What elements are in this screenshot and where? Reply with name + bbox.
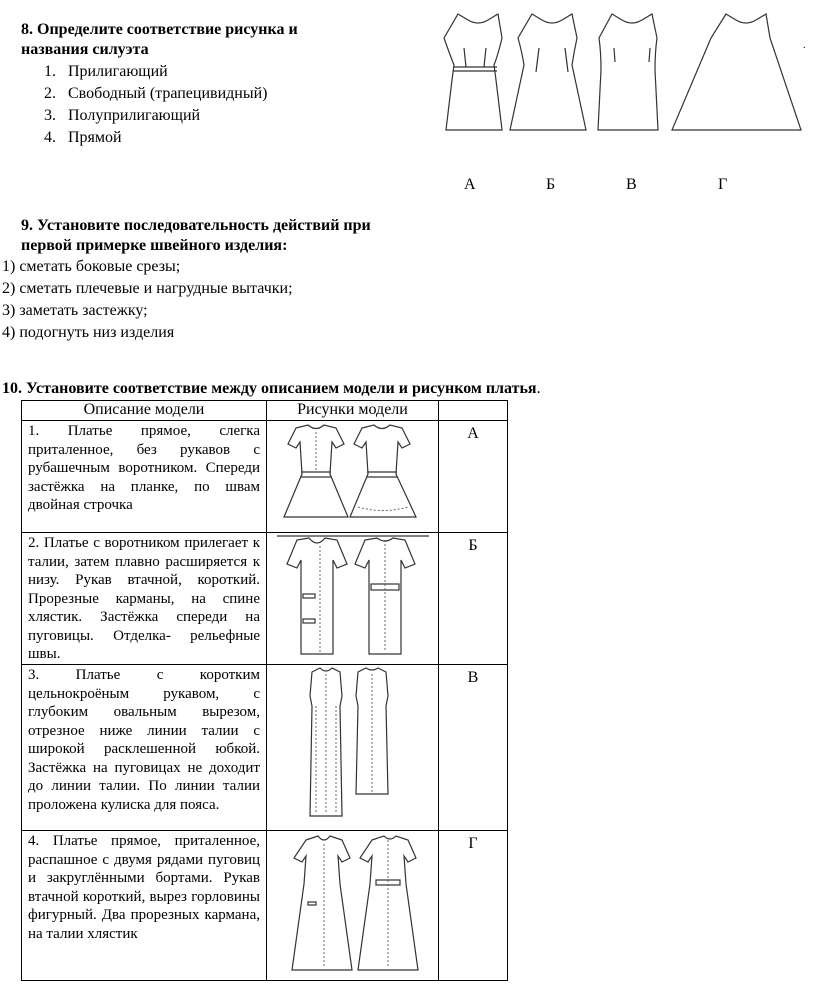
figure-letter-v: В xyxy=(626,176,637,193)
header-letter xyxy=(439,401,508,421)
q9-steps xyxy=(2,256,293,344)
dot-mark: . xyxy=(803,40,806,51)
table-row xyxy=(22,831,508,981)
table-row xyxy=(22,533,508,665)
model-picture-cell xyxy=(267,533,439,665)
table-row xyxy=(22,665,508,831)
q8-options xyxy=(44,61,267,149)
model-description: 4. Платье прямое, приталенное, распашное с двумя рядами пуговиц и закруглёнными бортами. Рукав втачной короткий, вырез горловины фигурный. Два прорезных кармана, на талии хлястик xyxy=(22,831,267,981)
silhouette-g-figure xyxy=(672,14,801,130)
q8-option: 2. Свободный (трапецивидный) xyxy=(44,85,268,102)
silhouette-b-figure xyxy=(510,14,586,130)
model-picture-cell xyxy=(267,421,439,533)
model-description: 1. Платье прямое, слегка приталенное, без рукавов с рубашечным воротником. Спереди застёжка на планке, по швам двойная строчка xyxy=(22,421,267,533)
silhouette-a-figure xyxy=(444,14,502,130)
q8-option: 1. Прилигающий xyxy=(44,63,168,80)
q8-title-line1: 8. Определите соответствие рисунка и xyxy=(21,21,298,38)
figure-letter-g: Г xyxy=(718,176,728,193)
q9-title-line2: первой примерке швейного изделия: xyxy=(21,237,288,254)
model-description: 3. Платье с коротким цельнокроёным рукавом, с глубоким овальным вырезом, отрезное ниже линии талии с широкой расклешенной юбкой. Застёжка на пуговицах не доходит до линии талии. По линии талии проложена кулиска для пояса. xyxy=(22,665,267,831)
q9-step: 1) сметать боковые срезы; xyxy=(2,258,181,275)
silhouette-v-figure xyxy=(598,14,658,130)
header-description: Описание модели xyxy=(22,401,267,421)
dress-drawing-b xyxy=(273,534,433,662)
dress-drawing-v xyxy=(298,666,408,826)
model-letter: Г xyxy=(439,831,508,981)
model-picture-cell xyxy=(267,665,439,831)
q9-step: 2) сметать плечевые и нагрудные вытачки; xyxy=(2,280,293,297)
q10-title-text: 10. Установите соответствие между описанием модели и рисунком платья xyxy=(2,380,537,397)
q8-title xyxy=(21,20,298,60)
q9-title-line1: 9. Установите последовательность действий при xyxy=(21,217,371,234)
model-letter: Б xyxy=(439,533,508,665)
table-header-row xyxy=(22,401,508,421)
q8-option: 4. Прямой xyxy=(44,129,122,146)
table-row xyxy=(22,421,508,533)
dress-drawing-a xyxy=(278,422,428,530)
q8-title-line2: названия силуэта xyxy=(21,41,149,58)
figure-letter-b: Б xyxy=(546,176,556,193)
model-description: 2. Платье с воротником прилегает к талии, затем плавно расширяется к низу. Рукав втачной, короткий. Прорезные карманы, на спине хлястик. Застёжка спереди на пуговицы. Отделка- рельефные швы. xyxy=(22,533,267,665)
models-table xyxy=(21,400,508,981)
dress-drawing-g xyxy=(278,832,428,978)
figure-letter-a: А xyxy=(464,176,476,193)
header-pictures: Рисунки модели xyxy=(267,401,439,421)
q9-title xyxy=(21,216,371,256)
q10-title: 10. Установите соответствие между описанием модели и рисунком платья. xyxy=(2,380,541,397)
q9-step: 4) подогнуть низ изделия xyxy=(2,324,175,341)
model-letter: В xyxy=(439,665,508,831)
silhouette-figures xyxy=(436,10,806,135)
q8-option: 3. Полуприлигающий xyxy=(44,107,201,124)
model-letter: А xyxy=(439,421,508,533)
q9-step: 3) заметать застежку; xyxy=(2,302,148,319)
model-picture-cell xyxy=(267,831,439,981)
